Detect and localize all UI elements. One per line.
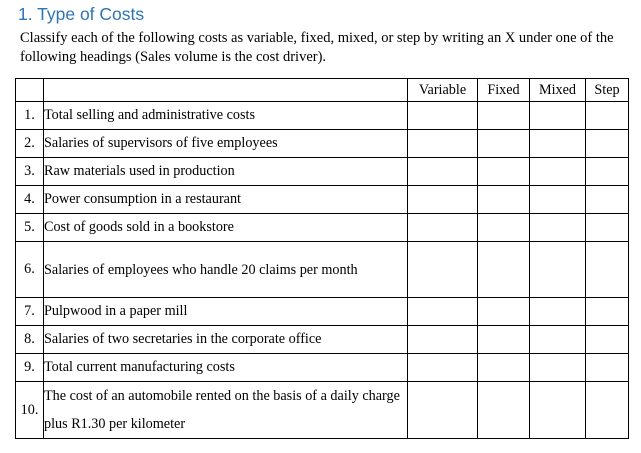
cost-classification-table xyxy=(15,78,629,439)
cell-step[interactable] xyxy=(586,326,629,354)
row-description: Salaries of supervisors of five employees xyxy=(44,130,408,158)
cell-variable[interactable] xyxy=(408,158,478,186)
cell-mixed[interactable] xyxy=(530,130,586,158)
table-row xyxy=(16,298,629,326)
cell-fixed[interactable] xyxy=(478,354,530,382)
table-row xyxy=(16,214,629,242)
cell-step[interactable] xyxy=(586,298,629,326)
row-number: 5. xyxy=(16,214,44,242)
cell-mixed[interactable] xyxy=(530,354,586,382)
cell-fixed[interactable] xyxy=(478,298,530,326)
cell-step[interactable] xyxy=(586,186,629,214)
cell-step[interactable] xyxy=(586,382,629,439)
row-description: Total selling and administrative costs xyxy=(44,102,408,130)
row-number: 8. xyxy=(16,326,44,354)
cell-fixed[interactable] xyxy=(478,382,530,439)
header-mixed: Mixed xyxy=(530,79,586,102)
row-description: Salaries of employees who handle 20 claims per month xyxy=(44,261,358,278)
cell-fixed[interactable] xyxy=(478,130,530,158)
cell-fixed[interactable] xyxy=(478,214,530,242)
table-row xyxy=(16,130,629,158)
row-description-cell xyxy=(44,242,408,298)
cell-variable[interactable] xyxy=(408,130,478,158)
table-row xyxy=(16,102,629,130)
header-variable: Variable xyxy=(408,79,478,102)
cell-mixed[interactable] xyxy=(530,214,586,242)
cell-variable[interactable] xyxy=(408,102,478,130)
row-number: 6. xyxy=(16,242,44,298)
cell-mixed[interactable] xyxy=(530,102,586,130)
cell-variable[interactable] xyxy=(408,242,478,298)
header-fixed: Fixed xyxy=(478,79,530,102)
cell-mixed[interactable] xyxy=(530,326,586,354)
cell-step[interactable] xyxy=(586,130,629,158)
table-row xyxy=(16,382,629,439)
cell-fixed[interactable] xyxy=(478,102,530,130)
cell-step[interactable] xyxy=(586,354,629,382)
row-number: 3. xyxy=(16,158,44,186)
row-number: 1. xyxy=(16,102,44,130)
cell-mixed[interactable] xyxy=(530,298,586,326)
table-row xyxy=(16,158,629,186)
cell-step[interactable] xyxy=(586,242,629,298)
cell-variable[interactable] xyxy=(408,326,478,354)
row-description: Power consumption in a restaurant xyxy=(44,186,408,214)
table-row xyxy=(16,354,629,382)
row-number: 9. xyxy=(16,354,44,382)
header-row xyxy=(16,79,629,102)
row-description: Total current manufacturing costs xyxy=(44,354,408,382)
cell-mixed[interactable] xyxy=(530,242,586,298)
cell-fixed[interactable] xyxy=(478,242,530,298)
cell-mixed[interactable] xyxy=(530,186,586,214)
row-description: Salaries of two secretaries in the corporate office xyxy=(44,326,408,354)
cell-variable[interactable] xyxy=(408,186,478,214)
cell-mixed[interactable] xyxy=(530,158,586,186)
table-row xyxy=(16,326,629,354)
cell-step[interactable] xyxy=(586,158,629,186)
row-description: The cost of an automobile rented on the basis of a daily charge plus R1.30 per kilometer xyxy=(44,388,400,432)
header-blank-num xyxy=(16,79,44,102)
cell-variable[interactable] xyxy=(408,354,478,382)
cell-fixed[interactable] xyxy=(478,186,530,214)
row-number: 10. xyxy=(16,382,44,439)
cell-fixed[interactable] xyxy=(478,326,530,354)
row-number: 7. xyxy=(16,298,44,326)
cell-mixed[interactable] xyxy=(530,382,586,439)
cell-step[interactable] xyxy=(586,214,629,242)
row-description-cell xyxy=(44,382,408,439)
row-description: Pulpwood in a paper mill xyxy=(44,298,408,326)
instructions-text: Classify each of the following costs as variable, fixed, mixed, or step by writing an X under one of the following headings (Sales volume is the cost driver). xyxy=(20,30,614,65)
row-number: 2. xyxy=(16,130,44,158)
row-description: Cost of goods sold in a bookstore xyxy=(44,214,408,242)
cell-step[interactable] xyxy=(586,102,629,130)
row-number: 4. xyxy=(16,186,44,214)
row-description: Raw materials used in production xyxy=(44,158,408,186)
table-row xyxy=(16,186,629,214)
cell-variable[interactable] xyxy=(408,298,478,326)
cell-variable[interactable] xyxy=(408,382,478,439)
header-step: Step xyxy=(586,79,629,102)
cell-variable[interactable] xyxy=(408,214,478,242)
cell-fixed[interactable] xyxy=(478,158,530,186)
header-blank-desc xyxy=(44,79,408,102)
page-title: 1. Type of Costs xyxy=(18,4,145,24)
table-row xyxy=(16,242,629,298)
